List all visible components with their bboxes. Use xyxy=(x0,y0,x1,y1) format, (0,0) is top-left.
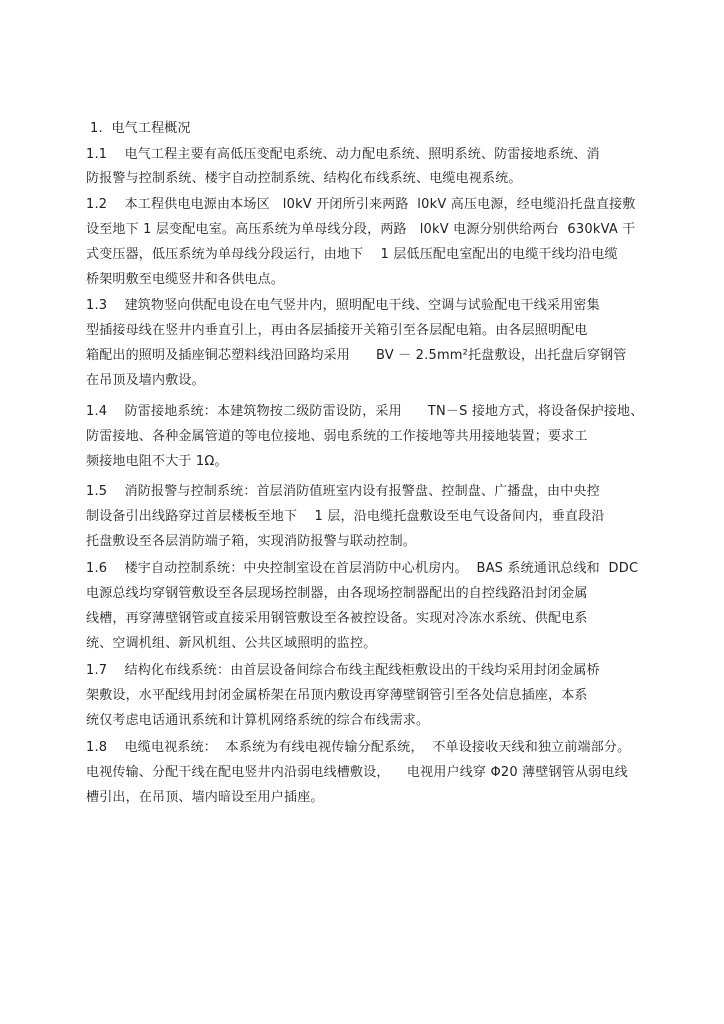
paragraph-line: 1.4 防雷接地系统：本建筑物按二级防雷设防，采用 TN－S 接地方式，将设备保护接地、 xyxy=(86,404,644,419)
paragraph-line: 频接地电阻不大于 1Ω。 xyxy=(86,454,228,469)
paragraph-line: 线槽，再穿薄壁钢管或直接采用钢管敷设至各被控设备。实现对冷冻水系统、供配电系 xyxy=(86,611,588,626)
paragraph-line: 制设备引出线路穿过首层楼板至地下 1 层，沿电缆托盘敷设至电气设备间内，垂直段沿 xyxy=(86,509,605,524)
paragraph-line: 1.5 消防报警与控制系统：首层消防值班室内设有报警盘、控制盘、广播盘，由中央控 xyxy=(86,484,600,499)
paragraph-line: 1.1 电气工程主要有高低压变配电系统、动力配电系统、照明系统、防雷接地系统、消 xyxy=(86,147,600,162)
paragraph-line: 统仅考虑电话通讯系统和计算机网络系统的综合布线需求。 xyxy=(86,713,430,728)
paragraph-line: 电源总线均穿钢管敷设至各层现场控制器，由各现场控制器配出的自控线路沿封闭金属 xyxy=(86,586,588,601)
paragraph-line: 1.2 本工程供电电源由本场区 l0kV 开闭所引来两路 l0kV 高压电源，经电缆沿托盘直接敷 xyxy=(86,197,636,212)
paragraph-line: 1.3 建筑物竖向供配电设在电气竖井内，照明配电干线、空调与试验配电干线采用密集 xyxy=(86,298,600,313)
paragraph-line: 架敷设，水平配线用封闭金属桥架在吊顶内敷设再穿薄壁钢管引至各处信息插座，本系 xyxy=(86,688,588,703)
paragraph-line: 电视传输、分配干线在配电竖井内沿弱电线槽敷设， 电视用户线穿 Φ20 薄壁钢管从弱电线 xyxy=(86,765,628,780)
paragraph-line: 防报警与控制系统、楼宇自动控制系统、结构化布线系统、电缆电视系统。 xyxy=(86,171,522,186)
paragraph-line: 托盘敷设至各层消防端子箱，实现消防报警与联动控制。 xyxy=(86,534,417,549)
paragraph-line: 统、空调机组、新风机组、公共区域照明的监控。 xyxy=(86,636,377,651)
paragraph-line: 设至地下 1 层变配电室。高压系统为单母线分段，两路 l0kV 电源分别供给两台 630kVA 干 xyxy=(86,222,636,237)
paragraph-line: 式变压器，低压系统为单母线分段运行，由地下 1 层低压配电室配出的电缆干线均沿电缆 xyxy=(86,247,618,262)
paragraph-line: 1.8 电缆电视系统： 本系统为有线电视传输分配系统， 不单设接收天线和独立前端部分。 xyxy=(86,740,631,755)
paragraph-line: 箱配出的照明及插座铜芯塑料线沿回路均采用 BV － 2.5mm²托盘敷设，出托盘后穿钢管 xyxy=(86,348,627,363)
paragraph-line: 型插接母线在竖井内垂直引上，再由各层插接开关箱引至各层配电箱。由各层照明配电 xyxy=(86,323,588,338)
paragraph-line: 桥架明敷至电缆竖井和各供电点。 xyxy=(86,272,285,287)
paragraph-line: 槽引出，在吊顶、墙内暗设至用户插座。 xyxy=(86,790,324,805)
section-heading: 1. 电气工程概况 xyxy=(90,121,191,136)
paragraph-line: 1.7 结构化布线系统：由首层设备间综合布线主配线柜敷设出的干线均采用封闭金属桥 xyxy=(86,663,600,678)
paragraph-line: 在吊顶及墙内敷设。 xyxy=(86,373,205,388)
paragraph-line: 1.6 楼宇自动控制系统：中央控制室设在首层消防中心机房内。 BAS 系统通讯总线和 DDC xyxy=(86,561,639,576)
paragraph-line: 防雷接地、各种金属管道的等电位接地、弱电系统的工作接地等共用接地装置；要求工 xyxy=(86,429,588,444)
